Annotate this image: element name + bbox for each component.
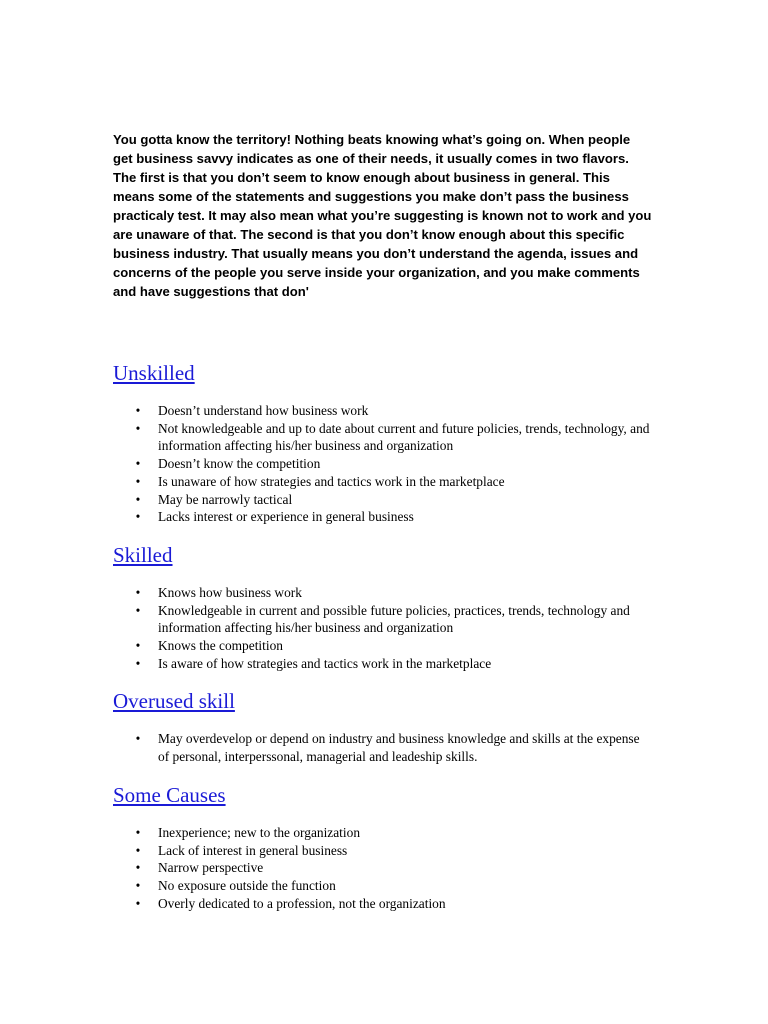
- heading-some-causes[interactable]: Some Causes: [113, 782, 226, 807]
- heading-skilled[interactable]: Skilled: [113, 542, 173, 567]
- bullet-icon: •: [135, 842, 141, 858]
- list-item-text: Is unaware of how strategies and tactics work in the marketplace: [158, 473, 505, 489]
- list-item-text: Knows how business work: [158, 584, 302, 600]
- list-overused-skill: [113, 730, 653, 765]
- bullet-icon: •: [135, 655, 141, 671]
- bullet-icon: •: [135, 509, 141, 525]
- list-item: [113, 655, 653, 673]
- list-item-text: Inexperience; new to the organization: [158, 824, 361, 840]
- heading-unskilled[interactable]: Unskilled: [113, 361, 195, 385]
- list-item: [113, 508, 653, 526]
- bullet-icon: •: [135, 824, 141, 840]
- list-some-causes: [113, 824, 653, 913]
- list-item-text: May be narrowly tactical: [158, 491, 293, 507]
- bullet-icon: •: [135, 584, 141, 600]
- list-item: [113, 637, 653, 655]
- list-item: [113, 877, 653, 895]
- list-item-text: Doesn’t understand how business work: [158, 403, 369, 418]
- list-item: [113, 455, 653, 473]
- list-item: [113, 842, 653, 860]
- list-item-text: Lacks interest or experience in general business: [158, 509, 414, 525]
- list-item-text: May overdevelop or depend on industry and business knowledge and skills at the expense of personal, interperssonal, managerial and leadeship skills.: [158, 731, 640, 765]
- list-item: [113, 473, 653, 491]
- list-item: [113, 602, 653, 637]
- bullet-icon: •: [135, 877, 141, 893]
- bullet-icon: •: [135, 895, 141, 911]
- document-page: [113, 130, 653, 912]
- list-item: [113, 824, 653, 842]
- list-item: [113, 895, 653, 913]
- bullet-icon: •: [135, 638, 141, 654]
- list-item-text: Is aware of how strategies and tactics work in the marketplace: [158, 655, 492, 671]
- list-item: [113, 420, 653, 455]
- list-item-text: Lack of interest in general business: [158, 842, 348, 858]
- heading-overused-skill[interactable]: Overused skill: [113, 689, 235, 714]
- list-item-text: Knowledgeable in current and possible future policies, practices, trends, technology and information affecting his/her business and organization: [158, 602, 630, 636]
- list-item: [113, 584, 653, 602]
- bullet-icon: •: [135, 731, 141, 747]
- intro-paragraph: You gotta know the territory! Nothing beats knowing what’s going on. When people get business savvy indicates as one of their needs, it usually comes in two flavors. The first is that you don’t seem to know enough about business in general. This means some of the statements and suggestions you make don’t pass the business practicaly test. It may also mean what you’re suggesting is known not to work and you are unaware of that. The second is that you don’t know enough about this specific business industry. That usually means you don’t understand the agenda, issues and concerns of the people you serve inside your organization, and you make comments and have suggestions that don': [113, 132, 652, 299]
- bullet-icon: •: [135, 420, 141, 436]
- list-item-text: No exposure outside the function: [158, 877, 336, 893]
- list-item-text: Not knowledgeable and up to date about current and future policies, trends, technology, and information affecting his/her business and organization: [158, 420, 650, 454]
- list-item: [113, 402, 653, 420]
- list-unskilled: [113, 402, 653, 526]
- list-item-text: Overly dedicated to a profession, not the organization: [158, 895, 446, 911]
- bullet-icon: •: [135, 860, 141, 876]
- bullet-icon: •: [135, 403, 141, 418]
- list-item: [113, 730, 653, 765]
- list-item-text: Doesn’t know the competition: [158, 456, 321, 472]
- list-item-text: Knows the competition: [158, 638, 283, 654]
- list-skilled: [113, 584, 653, 673]
- bullet-icon: •: [135, 473, 141, 489]
- bullet-icon: •: [135, 456, 141, 472]
- list-item-text: Narrow perspective: [158, 860, 264, 876]
- list-item: [113, 491, 653, 509]
- bullet-icon: •: [135, 602, 141, 618]
- list-item: [113, 859, 653, 877]
- bullet-icon: •: [135, 491, 141, 507]
